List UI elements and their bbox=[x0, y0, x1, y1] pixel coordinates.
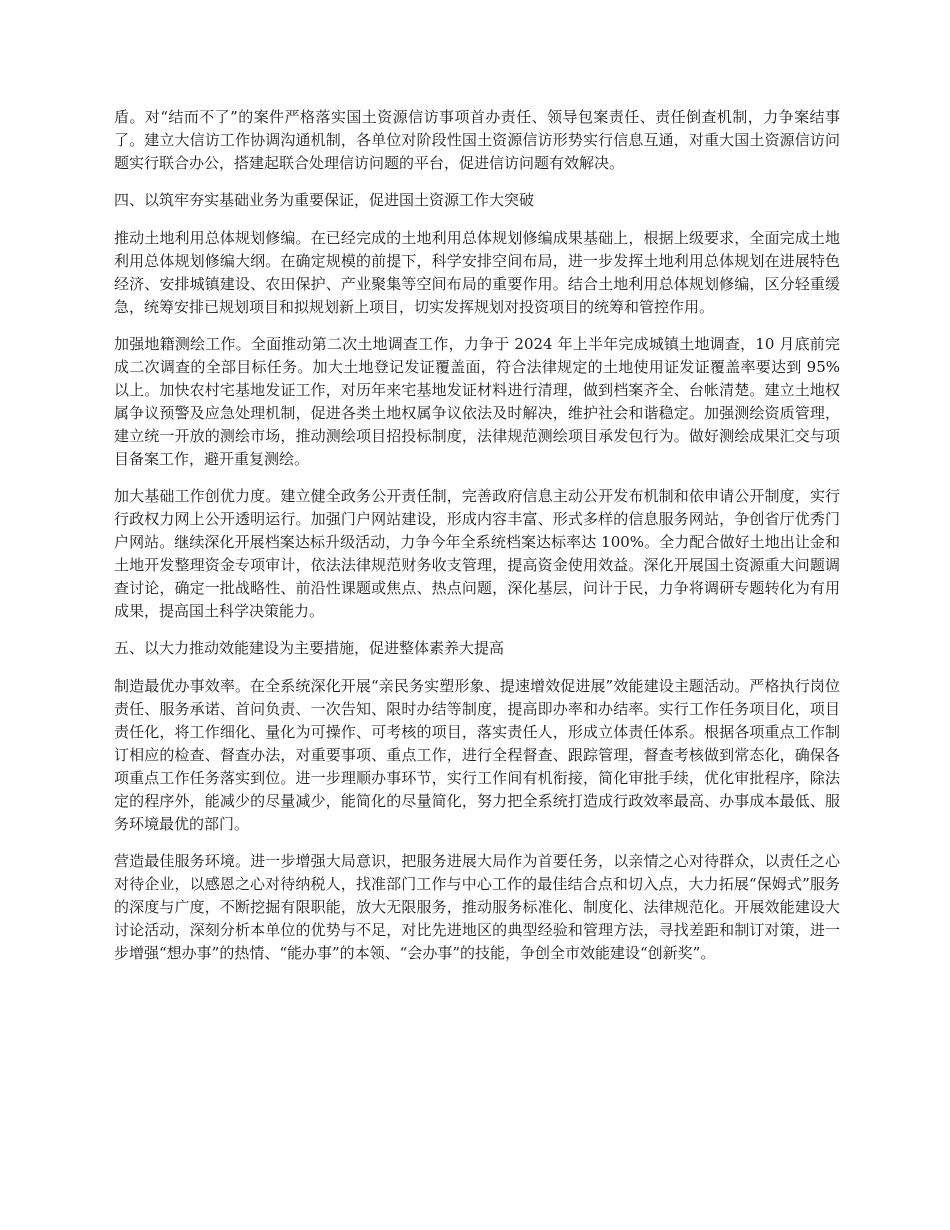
paragraph-land-use-planning: 推动土地利用总体规划修编。在已经完成的土地利用总体规划修编成果基础上，根据上级要求，全面完成土地利用总体规划修编大纲。在确定规模的前提下，科学安排空间布局，进一步发挥土地利用总体规划在进展特色经济、安排城镇建设、农田保护、产业聚集等空间布局的重要作用。结合土地利用总体规划修编，区分轻重缓急，统筹安排已规划项目和拟规划新上项目，切实发挥规划对投资项目的统筹和管控作用。 bbox=[114, 229, 840, 316]
paragraph-petition-mechanism: 盾。对“结而不了”的案件严格落实国土资源信访事项首办责任、领导包案责任、责任倒查机制，力争案结事了。建立大信访工作协调沟通机制，各单位对阶段性国土资源信访形势实行信息互通，对重大国土资源信访问题实行联合办公，搭建起联合处理信访问题的平台，促进信访问题有效解决。 bbox=[114, 108, 840, 172]
paragraph-efficiency: 制造最优办事效率。在全系统深化开展“亲民务实塑形象、提速增效促进展”效能建设主题活动。严格执行岗位责任、服务承诺、首问负责、一次告知、限时办结等制度，提高即办率和办结率。实行工作任务项目化，项目责任化，将工作细化、量化为可操作、可考核的项目，落实责任人，形成立体责任体系。根据各项重点工作制订相应的检查、督查办法，对重要事项、重点工作，进行全程督查、跟踪管理，督查考核做到常态化，确保各项重点工作任务落实到位。进一步理顺办事环节，实行工作间有机衔接，简化审批手续，优化审批程序，除法定的程序外，能减少的尽量减少，能简化的尽量简化，努力把全系统打造成行政效率最高、办事成本最低、服务环境最优的部门。 bbox=[114, 677, 840, 833]
paragraph-cadastral-survey: 加强地籍测绘工作。全面推动第二次土地调查工作，力争于 2024 年上半年完成城镇土地调查，10 月底前完成二次调查的全部目标任务。加大土地登记发证覆盖面，符合法律规定的土地使用证发证覆盖率要达到 95%以上。加快农村宅基地发证工作，对历年来宅基地发证材料进行清理，做到档案齐全、台帐清楚。建立土地权属争议预警及应急处理机制，促进各类土地权属争议依法及时解决，维护社会和谐稳定。加强测绘资质管理，建立统一开放的测绘市场，推动测绘项目招投标制度，法律规范测绘项目承发包行为。做好测绘成果汇交与项目备案工作，避开重复测绘。 bbox=[114, 335, 840, 468]
paragraph-service-environment: 营造最佳服务环境。进一步增强大局意识，把服务进展大局作为首要任务，以亲情之心对待群众，以责任之心对待企业，以感恩之心对待纳税人，找准部门工作与中心工作的最佳结合点和切入点，大力拓展“保姆式”服务的深度与广度，不断挖掘有限职能，放大无限服务，推动服务标准化、制度化、法律规范化。开展效能建设大讨论活动，深刻分析本单位的优势与不足，对比先进地区的典型经验和管理方法，寻找差距和制订对策，进一步增强“想办事”的热情、“能办事”的本领、“会办事”的技能，争创全市效能建设“创新奖”。 bbox=[114, 852, 840, 962]
paragraph-basic-work: 加大基础工作创优力度。建立健全政务公开责任制，完善政府信息主动公开发布机制和依申请公开制度，实行行政权力网上公开透明运行。加强门户网站建设，形成内容丰富、形式多样的信息服务网站，争创省厅优秀门户网站。继续深化开展档案达标升级活动，力争今年全系统档案达标率达 100%。全力配合做好土地出让金和土地开发整理资金专项审计，依法法律规范财务收支管理，提高资金使用效益。深化开展国土资源重大问题调查讨论，确定一批战略性、前沿性课题或焦点、热点问题，深化基层，问计于民，力争将调研专题转化为有用成果，提高国土科学决策能力。 bbox=[114, 487, 840, 620]
section-heading-five: 五、以大力推动效能建设为主要措施，促进整体素养大提高 bbox=[114, 639, 505, 657]
document-body bbox=[114, 106, 840, 979]
section-heading-four: 四、以筑牢夯实基础业务为重要保证，促进国土资源工作大突破 bbox=[114, 191, 535, 209]
